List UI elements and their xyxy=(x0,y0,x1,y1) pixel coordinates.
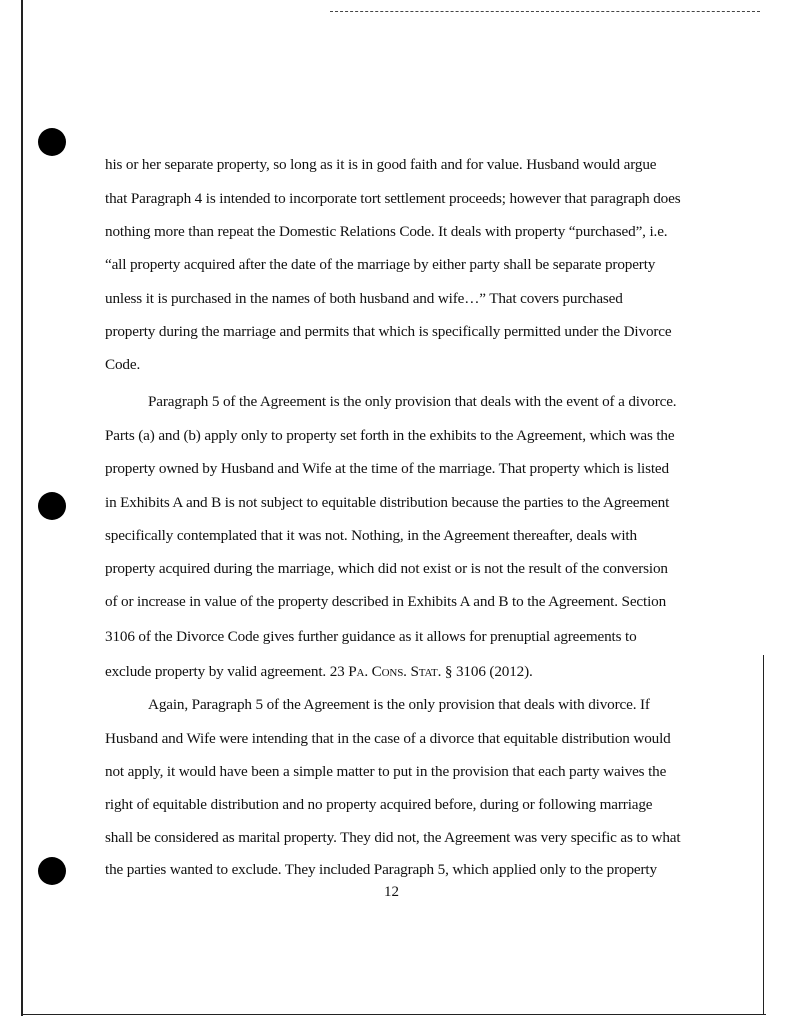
text-line: his or her separate property, so long as it is in good faith and for value. Husband would argue xyxy=(105,156,657,173)
text-line: of or increase in value of the property described in Exhibits A and B to the Agreement. Section xyxy=(105,593,667,610)
text-line: Code. xyxy=(105,356,141,373)
text-line: Paragraph 5 of the Agreement is the only provision that deals with the event of a divorce. xyxy=(148,393,677,410)
text-segment: exclude property by valid agreement. 23 xyxy=(105,663,349,680)
text-line: nothing more than repeat the Domestic Relations Code. It deals with property “purchased”, i.e. xyxy=(105,223,668,240)
text-line: the parties wanted to exclude. They included Paragraph 5, which applied only to the property xyxy=(105,861,657,878)
scan-right-border xyxy=(763,655,764,1015)
citation-section: § 3106 (2012). xyxy=(441,663,533,680)
text-line: Parts (a) and (b) apply only to property set forth in the exhibits to the Agreement, which was the xyxy=(105,427,675,444)
punch-hole xyxy=(38,857,66,885)
text-line: property owned by Husband and Wife at the time of the marriage. That property which is listed xyxy=(105,460,669,477)
text-line: that Paragraph 4 is intended to incorporate tort settlement proceeds; however that paragraph does xyxy=(105,190,681,207)
text-line: specifically contemplated that it was not. Nothing, in the Agreement thereafter, deals with xyxy=(105,527,637,544)
scan-left-border xyxy=(21,0,23,1016)
text-line: Husband and Wife were intending that in the case of a divorce that equitable distribution would xyxy=(105,730,671,747)
text-line: unless it is purchased in the names of both husband and wife…” That covers purchased xyxy=(105,290,623,307)
punch-hole xyxy=(38,128,66,156)
scan-bottom-border xyxy=(21,1014,766,1015)
text-line: not apply, it would have been a simple matter to put in the provision that each party waives the xyxy=(105,763,667,780)
page-number: 12 xyxy=(384,884,399,900)
scan-top-edge xyxy=(330,11,760,12)
text-line: property during the marriage and permits that which is specifically permitted under the Divorce xyxy=(105,323,672,340)
punch-hole xyxy=(38,492,66,520)
text-line: Again, Paragraph 5 of the Agreement is the only provision that deals with divorce. If xyxy=(148,696,650,713)
text-line: right of equitable distribution and no property acquired before, during or following marriage xyxy=(105,796,653,813)
text-line: shall be considered as marital property. They did not, the Agreement was very specific as to what xyxy=(105,829,681,846)
text-line: 3106 of the Divorce Code gives further guidance as it allows for prenuptial agreements to xyxy=(105,628,637,645)
text-line: property acquired during the marriage, which did not exist or is not the result of the conversion xyxy=(105,560,668,577)
text-line: in Exhibits A and B is not subject to equitable distribution because the parties to the Agreement xyxy=(105,494,670,511)
text-line xyxy=(105,663,533,681)
citation-reporter: Pa. Cons. Stat. xyxy=(348,663,442,680)
text-line: “all property acquired after the date of the marriage by either party shall be separate property xyxy=(105,256,656,273)
